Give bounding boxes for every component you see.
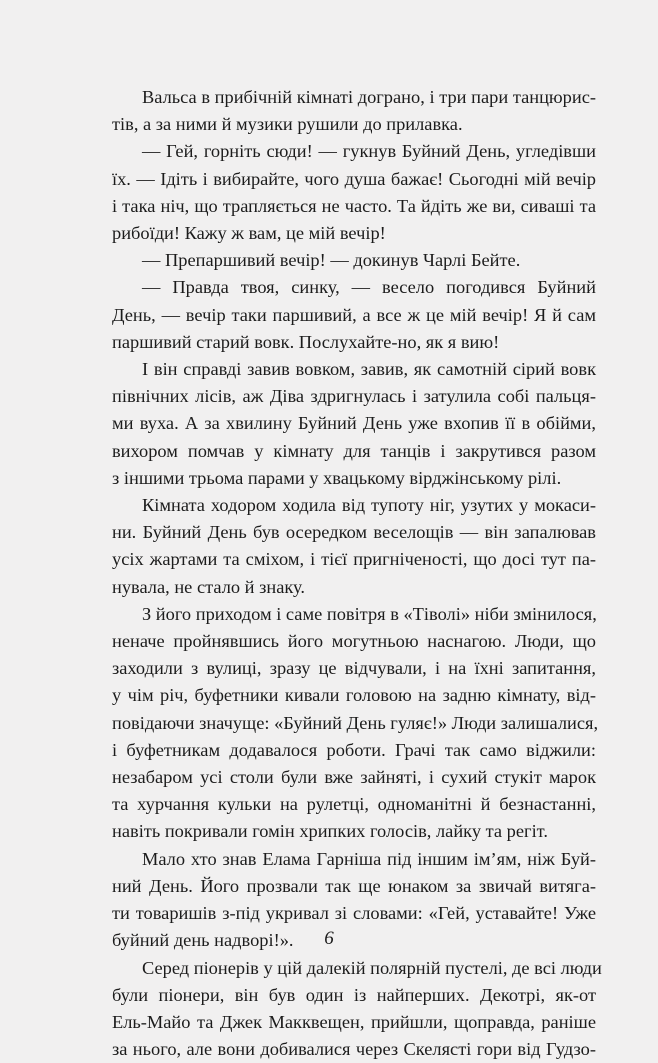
text-line: нувала, не стало й знаку. xyxy=(112,576,305,597)
text-line: усіх жартами та сміхом, і тієї пригніченості, що досі тут па- xyxy=(112,549,596,570)
text-line: рибоїди! Кажу ж вам, це мій вечір! xyxy=(112,223,386,244)
text-line: паршивий старий вовк. Послухайте-но, як я вию! xyxy=(112,331,500,352)
text-line: у чім річ, буфетники кивали головою на задню кімнату, від- xyxy=(112,685,596,706)
text-line: — Препаршивий вечір! — докинув Чарлі Бейте. xyxy=(142,250,521,271)
text-line: і така ніч, що трапляється не часто. Та йдіть же ви, сиваші та xyxy=(112,195,596,216)
text-line: Ель-Майо та Джек Макквещен, прийшли, щоправда, раніше xyxy=(112,1011,596,1032)
text-line: ти товаришів з-під укривал зі словами: «Гей, уставайте! Уже xyxy=(112,903,596,924)
text-line: ни. Буйний День був осередком веселощів — він запалював xyxy=(112,522,596,543)
text-line: тів, а за ними й музики рушили до прилавка. xyxy=(112,114,463,135)
text-line: З його приходом і саме повітря в «Тіволі» ніби змінилося, xyxy=(142,603,597,624)
text-line: Серед піонерів у цій далекій полярній пустелі, де всі люди xyxy=(142,957,602,978)
text-line: Мало хто знав Елама Гарніша під іншим ім’ям, ніж Буй- xyxy=(142,848,596,869)
text-line: навіть покривали гомін хрипких голосів, лайку та регіт. xyxy=(112,821,548,842)
text-line: Кімната ходором ходила від тупоту ніг, узутих у мокаси- xyxy=(142,495,596,516)
body-text xyxy=(112,84,602,1063)
text-line: їх. — Ідіть і вибирайте, чого душа бажає! Сьогодні мій вечір xyxy=(112,168,596,189)
text-line: ний День. Його прозвали так ще юнаком за звичай витяга- xyxy=(112,875,596,896)
text-line: вихором помчав у кімнату для танців і закрутився разом xyxy=(112,440,596,461)
text-line: за нього, але вони добивалися через Скелясті гори від Гудзо- xyxy=(112,1039,596,1060)
text-line: з іншими трьома парами у хвацькому вірджінському рілі. xyxy=(112,467,562,488)
text-line: та хурчання кульки на рулетці, одноманітні й безнастанні, xyxy=(112,794,596,815)
text-line: повідаючи значуще: «Буйний День гуляє!» Люди залишалися, xyxy=(112,712,599,733)
text-line: День, — вечір таки паршивий, а все ж це мій вечір! Я й сам xyxy=(112,304,596,325)
text-line: заходили з вулиці, зразу це відчували, і на їхні запитання, xyxy=(112,658,596,679)
text-line: були піонери, він був один із найперших. Декотрі, як-от xyxy=(112,984,596,1005)
text-line: неначе пройнявшись його могутньою наснагою. Люди, що xyxy=(112,631,596,652)
text-line: ми вуха. А за хвилину Буйний День уже вхопив її в обійми, xyxy=(112,413,596,434)
text-line: північних лісів, аж Діва здригнулась і затулила собі пальця- xyxy=(112,386,596,407)
text-line: Вальса в прибічній кімнаті дограно, і три пари танцюрис- xyxy=(142,87,596,107)
text-line: і буфетникам додавалося роботи. Грачі так само віджили: xyxy=(112,739,596,760)
text-line: буйний день надворі!». xyxy=(112,930,294,951)
text-line: — Гей, горніть сюди! — гукнув Буйний День, угледівши xyxy=(142,141,596,162)
text-line: І він справді завив вовком, завив, як самотній сірий вовк xyxy=(142,359,596,380)
text-line: — Правда твоя, синку, — весело погодився Буйний xyxy=(142,277,596,298)
text-line: незабаром усі столи були вже зайняті, і сухий стукіт марок xyxy=(112,767,596,788)
page-number: 6 xyxy=(324,928,334,949)
